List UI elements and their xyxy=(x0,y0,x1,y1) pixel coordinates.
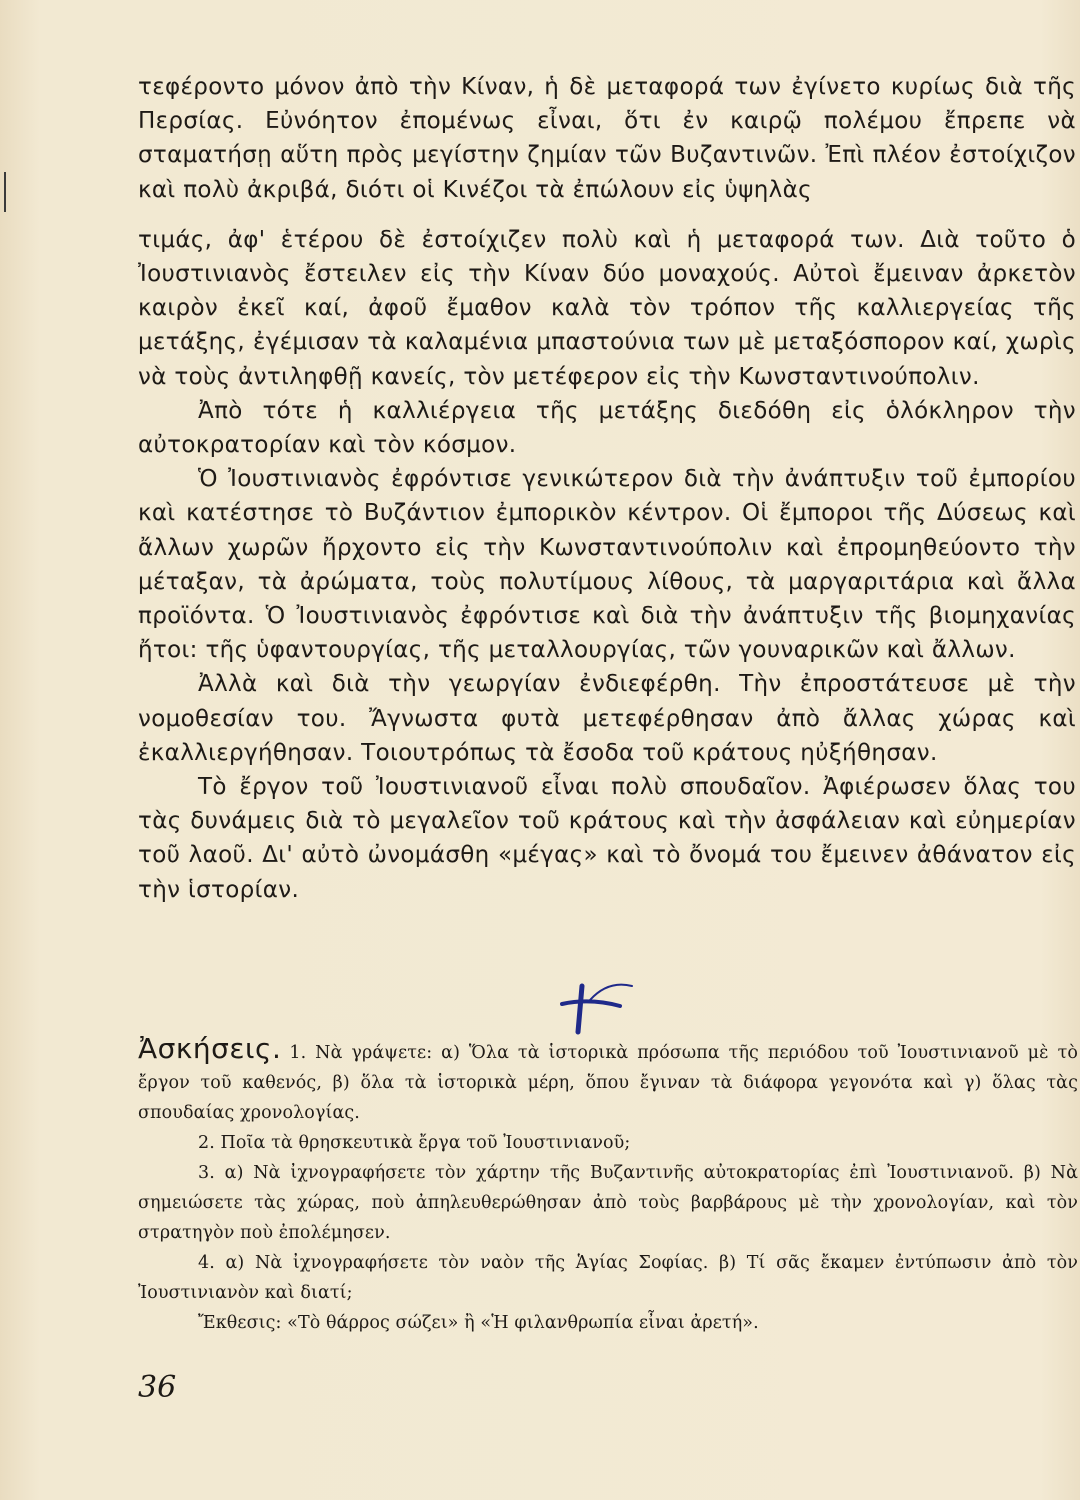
paragraph-3: Ἀπὸ τότε ἡ καλλιέργεια τῆς μετάξης διεδόθη εἰς ὁλόκληρον τὴν αὐτοκρατορίαν καὶ τὸν κόσμον. xyxy=(138,397,1076,459)
exercises-heading: Ἀσκήσεις. xyxy=(138,1032,282,1065)
exercises-section xyxy=(138,1034,1078,1338)
margin-mark xyxy=(4,172,6,212)
paragraph-1: τεφέροντο μόνον ἀπὸ τὴν Κίναν, ἡ δὲ μεταφορά των ἐγίνετο κυρίως διὰ τῆς Περσίας. Εὐνόητον ἐπομένως εἶναι, ὅτι ἐν καιρῷ πολέμου ἔπρεπε νὰ σταματήσῃ αὕτη πρὸς μεγίστην ζημίαν τῶν Βυζαντινῶν. Ἐπὶ πλέον ἐστοίχιζον καὶ πολὺ ἀκριβά, διότι οἱ Κινέζοι τὰ ἐπώλουν εἰς ὑψηλὰς xyxy=(138,74,1076,203)
exercise-2: 2. Ποῖα τὰ θρησκευτικὰ ἔργα τοῦ Ἰουστινιανοῦ; xyxy=(198,1133,631,1153)
page-number: 36 xyxy=(138,1370,177,1405)
paragraph-4: Ὁ Ἰουστινιανὸς ἐφρόντισε γενικώτερον διὰ τὴν ἀνάπτυξιν τοῦ ἐμπορίου καὶ κατέστησε τὸ Βυζάντιον ἐμπορικὸν κέντρον. Οἱ ἔμποροι τῆς Δύσεως καὶ ἄλλων χωρῶν ἤρχοντο εἰς τὴν Κωνσταντινούπολιν καὶ ἐπρομηθεύοντο τὴν μέταξαν, τὰ ἀρώματα, τοὺς πολυτίμους λίθους, τὰ μαργαριτάρια καὶ ἄλλα προϊόντα. Ὁ Ἰουστινιανὸς ἐφρόντισε καὶ διὰ τὴν ἀνάπτυξιν τῆς βιομηχανίας ἤτοι: τῆς ὑφαντουργίας, τῆς μεταλλουργίας, τῶν γουναρικῶν καὶ ἄλλων. xyxy=(138,466,1076,664)
main-text xyxy=(138,70,1076,907)
essay-prompt: Ἔκθεσις: «Τὸ θάρρος σώζει» ἢ «Ἡ φιλανθρωπία εἶναι ἀρετή». xyxy=(198,1313,759,1333)
paragraph-6: Τὸ ἔργον τοῦ Ἰουστινιανοῦ εἶναι πολὺ σπουδαῖον. Ἀφιέρωσεν ὅλας του τὰς δυνάμεις διὰ τὸ μεγαλεῖον τοῦ κράτους καὶ τὴν ἀσφάλειαν καὶ εὐημερίαν τοῦ λαοῦ. Δι' αὐτὸ ὠνομάσθη «μέγας» καὶ τὸ ὄνομά του ἔμεινεν ἀθάνατον εἰς τὴν ἱστορίαν. xyxy=(138,774,1076,903)
pen-mark-icon xyxy=(560,978,640,1038)
paragraph-5: Ἀλλὰ καὶ διὰ τὴν γεωργίαν ἐνδιεφέρθη. Τὴν ἐπροστάτευσε μὲ τὴν νομοθεσίαν του. Ἄγνωστα φυτὰ μετεφέρθησαν ἀπὸ ἄλλας χώρας καὶ ἐκαλλιεργήθησαν. Τοιουτρόπως τὰ ἔσοδα τοῦ κράτους ηὐξήθησαν. xyxy=(138,671,1076,766)
exercise-3: 3. α) Νὰ ἰχνογραφήσετε τὸν χάρτην τῆς Βυζαντινῆς αὐτοκρατορίας ἐπὶ Ἰουστινιανοῦ. β) Νὰ σημειώσετε τὰς χώρας, ποὺ ἀπηλευθερώθησαν ἀπὸ τοὺς βαρβάρους μὲ τὴν χρονολογίαν, καὶ τὸν στρατηγὸν ποὺ ἐπολέμησεν. xyxy=(138,1163,1078,1243)
exercise-1: 1. Νὰ γράψετε: α) Ὅλα τὰ ἱστορικὰ πρόσωπα τῆς περιόδου τοῦ Ἰουστινιανοῦ μὲ τὸ ἔργον τοῦ καθενός, β) ὅλα τὰ ἱστορικὰ μέρη, ὅπου ἔγιναν τὰ διάφορα γεγονότα καὶ γ) ὅλας τὰς σπουδαίας χρονολογίας. xyxy=(138,1043,1078,1123)
paragraph-2: τιμάς, ἀφ' ἑτέρου δὲ ἐστοίχιζεν πολὺ καὶ ἡ μεταφορά των. Διὰ τοῦτο ὁ Ἰουστινιανὸς ἔστειλεν εἰς τὴν Κίναν δύο μοναχούς. Αὐτοὶ ἔμειναν ἀρκετὸν καιρὸν ἐκεῖ καί, ἀφοῦ ἔμαθον καλὰ τὸν τρόπον τῆς καλλιεργείας τῆς μετάξης, ἐγέμισαν τὰ καλαμένια μπαστούνια των μὲ μεταξόσπορον καί, χωρὶς νὰ τοὺς ἀντιληφθῇ κανείς, τὸν μετέφερον εἰς τὴν Κωνσταντινούπολιν. xyxy=(138,226,1076,390)
exercise-4: 4. α) Νὰ ἰχνογραφήσετε τὸν ναὸν τῆς Ἁγίας Σοφίας. β) Τί σᾶς ἔκαμεν ἐντύπωσιν ἀπὸ τὸν Ἰουστινιανὸν καὶ διατί; xyxy=(138,1253,1078,1303)
